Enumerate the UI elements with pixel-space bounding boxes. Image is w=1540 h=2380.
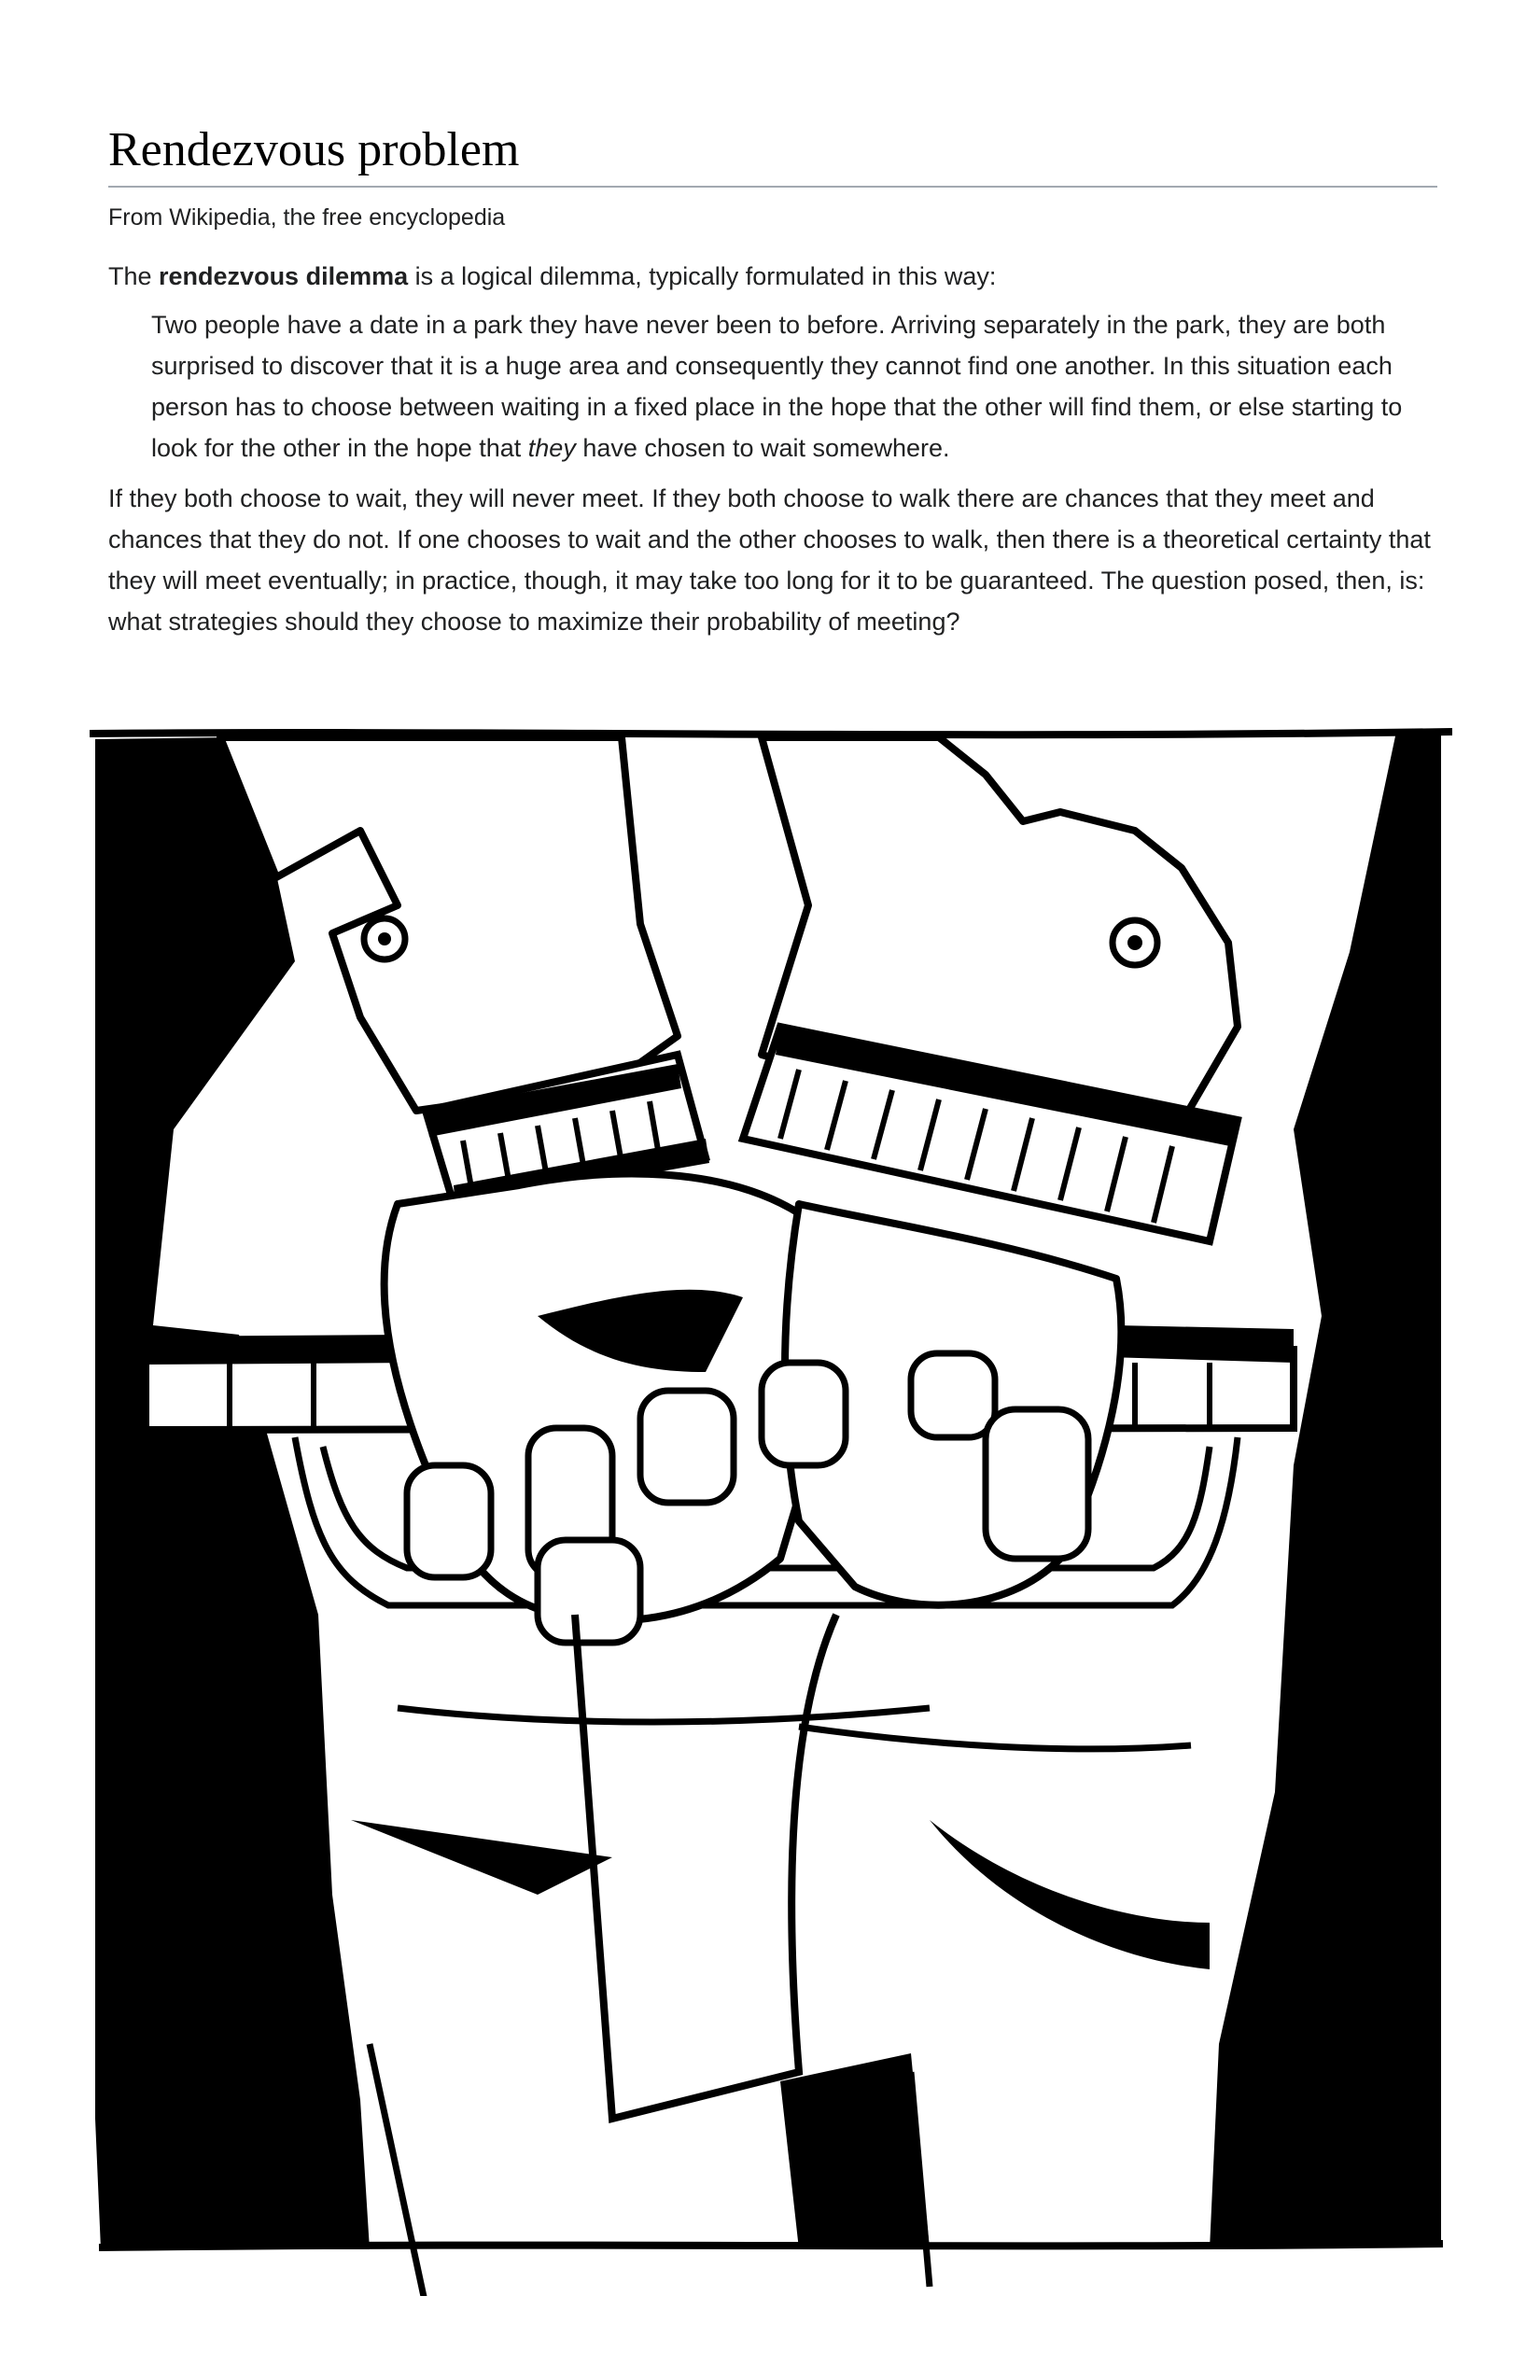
finger-3	[640, 1391, 734, 1503]
finger-6	[986, 1409, 1088, 1559]
second-paragraph: If they both choose to wait, they will never meet. If they both choose to walk there are chances that they meet and chances that they do not. If one chooses to wait and the other chooses to walk, then there is a theoretical certainty that they will meet eventually; in practice, though, it may take too long for it to be guaranteed. The question posed, then, is: what strategies should they choose to maximize their probability of meeting?	[108, 484, 1431, 636]
intro-text-before: The	[108, 262, 160, 290]
intro-text-after: is a logical dilemma, typically formulated in this way:	[408, 262, 997, 290]
dilemma-quote	[151, 304, 1437, 469]
finger-5	[911, 1353, 995, 1437]
site-tagline: From Wikipedia, the free encyclopedia	[108, 204, 506, 231]
finger-7	[538, 1540, 640, 1643]
finger-4	[762, 1363, 846, 1465]
quote-text-after: have chosen to wait somewhere.	[575, 434, 950, 462]
page-title: Rendezvous problem	[108, 119, 1437, 188]
quote-italic-word: they	[527, 434, 576, 462]
handshake-illustration	[90, 719, 1452, 2296]
intro-bold-term: rendezvous dilemma	[159, 262, 409, 290]
intro-paragraph	[108, 256, 1437, 297]
article	[108, 119, 1437, 642]
finger-1	[407, 1465, 491, 1577]
handshake-drawing	[90, 719, 1452, 2296]
quote-text-before: Two people have a date in a park they have never been to before. Arriving separately in the park, they are both surprised to discover that it is a huge area and consequently they cannot find one another. In this situation each person has to choose between waiting in a fixed place in the hope that the other will find them, or else starting to look for the other in the hope that	[151, 311, 1403, 462]
